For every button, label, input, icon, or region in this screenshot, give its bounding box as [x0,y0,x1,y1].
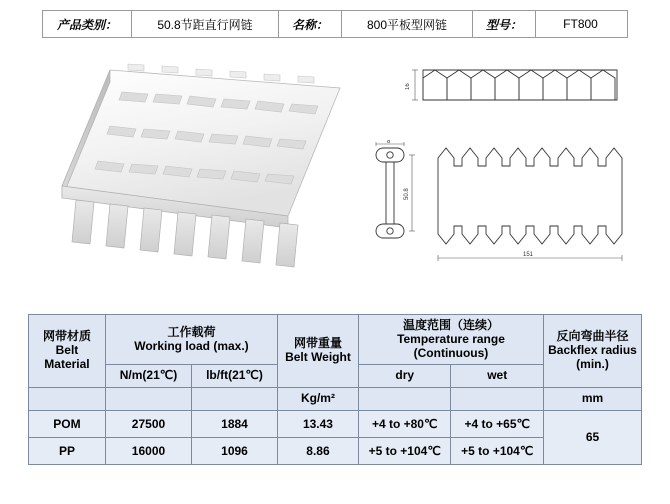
model-value: FT800 [535,11,625,37]
figure-area [0,44,670,284]
unit-lb-blank [192,388,278,411]
cell-lb: 1096 [192,437,278,464]
header-belt-weight-en: Belt Weight [285,350,351,365]
header-temp-en2: (Continuous) [413,345,489,360]
subheader-lb-unit: lb/ft(21℃) [192,365,278,388]
header-belt-weight [277,315,358,388]
header-belt-weight-cn: 网带重量 [293,336,342,351]
unit-wet-blank [451,388,544,411]
header-temperature-range [358,315,543,365]
category-label: 产品类别： [56,17,117,32]
cell-weight: 8.86 [277,437,358,464]
subheader-wet: wet [451,365,544,388]
header-temp-en1: Temperature range [397,331,505,346]
table-unit-row [29,388,642,411]
drawing-top-profile [405,60,635,112]
unit-weight: Kg/m² [277,388,358,411]
cell-material: PP [29,437,106,464]
header-belt-material [29,315,106,388]
product-header-bar [42,10,628,38]
header-belt-material-en2: Material [44,356,90,371]
drawing-plan-view [430,140,635,270]
header-working-load [105,315,277,365]
header-working-load-en: Working load (max.) [134,338,249,353]
cell-weight: 13.43 [277,410,358,437]
cell-backflex: 65 [544,410,642,464]
table-header-row [29,315,642,365]
subheader-dry: dry [358,365,451,388]
header-belt-material-cn: 网带材质 [42,329,91,344]
name-value: 800平板型网链 [341,11,473,37]
header-backflex-cn: 反向弯曲半径 [556,329,629,344]
unit-dry-blank [358,388,451,411]
cell-dry: +4 to +80℃ [358,410,451,437]
subheader-n-unit: N/m(21℃) [105,365,191,388]
drawing-link-side [362,140,422,250]
table-row [29,410,642,437]
cell-dry: +5 to +104℃ [358,437,451,464]
header-working-load-cn: 工作载荷 [167,324,216,339]
top-height-dim: 16 [405,83,411,90]
cell-material: POM [29,410,106,437]
header-backflex-en2: (min.) [576,356,609,371]
cell-wet: +5 to +104℃ [451,437,544,464]
cell-n: 16000 [105,437,191,464]
cell-n: 27500 [105,410,191,437]
unit-backflex: mm [544,388,642,411]
unit-n-blank [105,388,191,411]
header-backflex-radius [544,315,642,388]
header-spacer [625,11,627,37]
belt-3d-photo [40,48,360,278]
header-backflex-en1: Backflex radius [548,343,637,358]
cell-lb: 1884 [192,410,278,437]
unit-material-blank [29,388,106,411]
header-temp-cn: 温度范围（连续） [402,318,499,332]
category-value: 50.8节距直行网链 [131,11,279,37]
model-label: 型号： [485,17,522,32]
name-label: 名称： [291,17,328,32]
specification-table [28,314,642,465]
header-belt-material-en1: Belt [55,343,79,358]
cell-wet: +4 to +65℃ [451,410,544,437]
side-small-dim: 8 [387,140,391,145]
side-pitch-dim: 50.8 [404,188,410,200]
bottom-width-dim: 151 [523,252,534,258]
